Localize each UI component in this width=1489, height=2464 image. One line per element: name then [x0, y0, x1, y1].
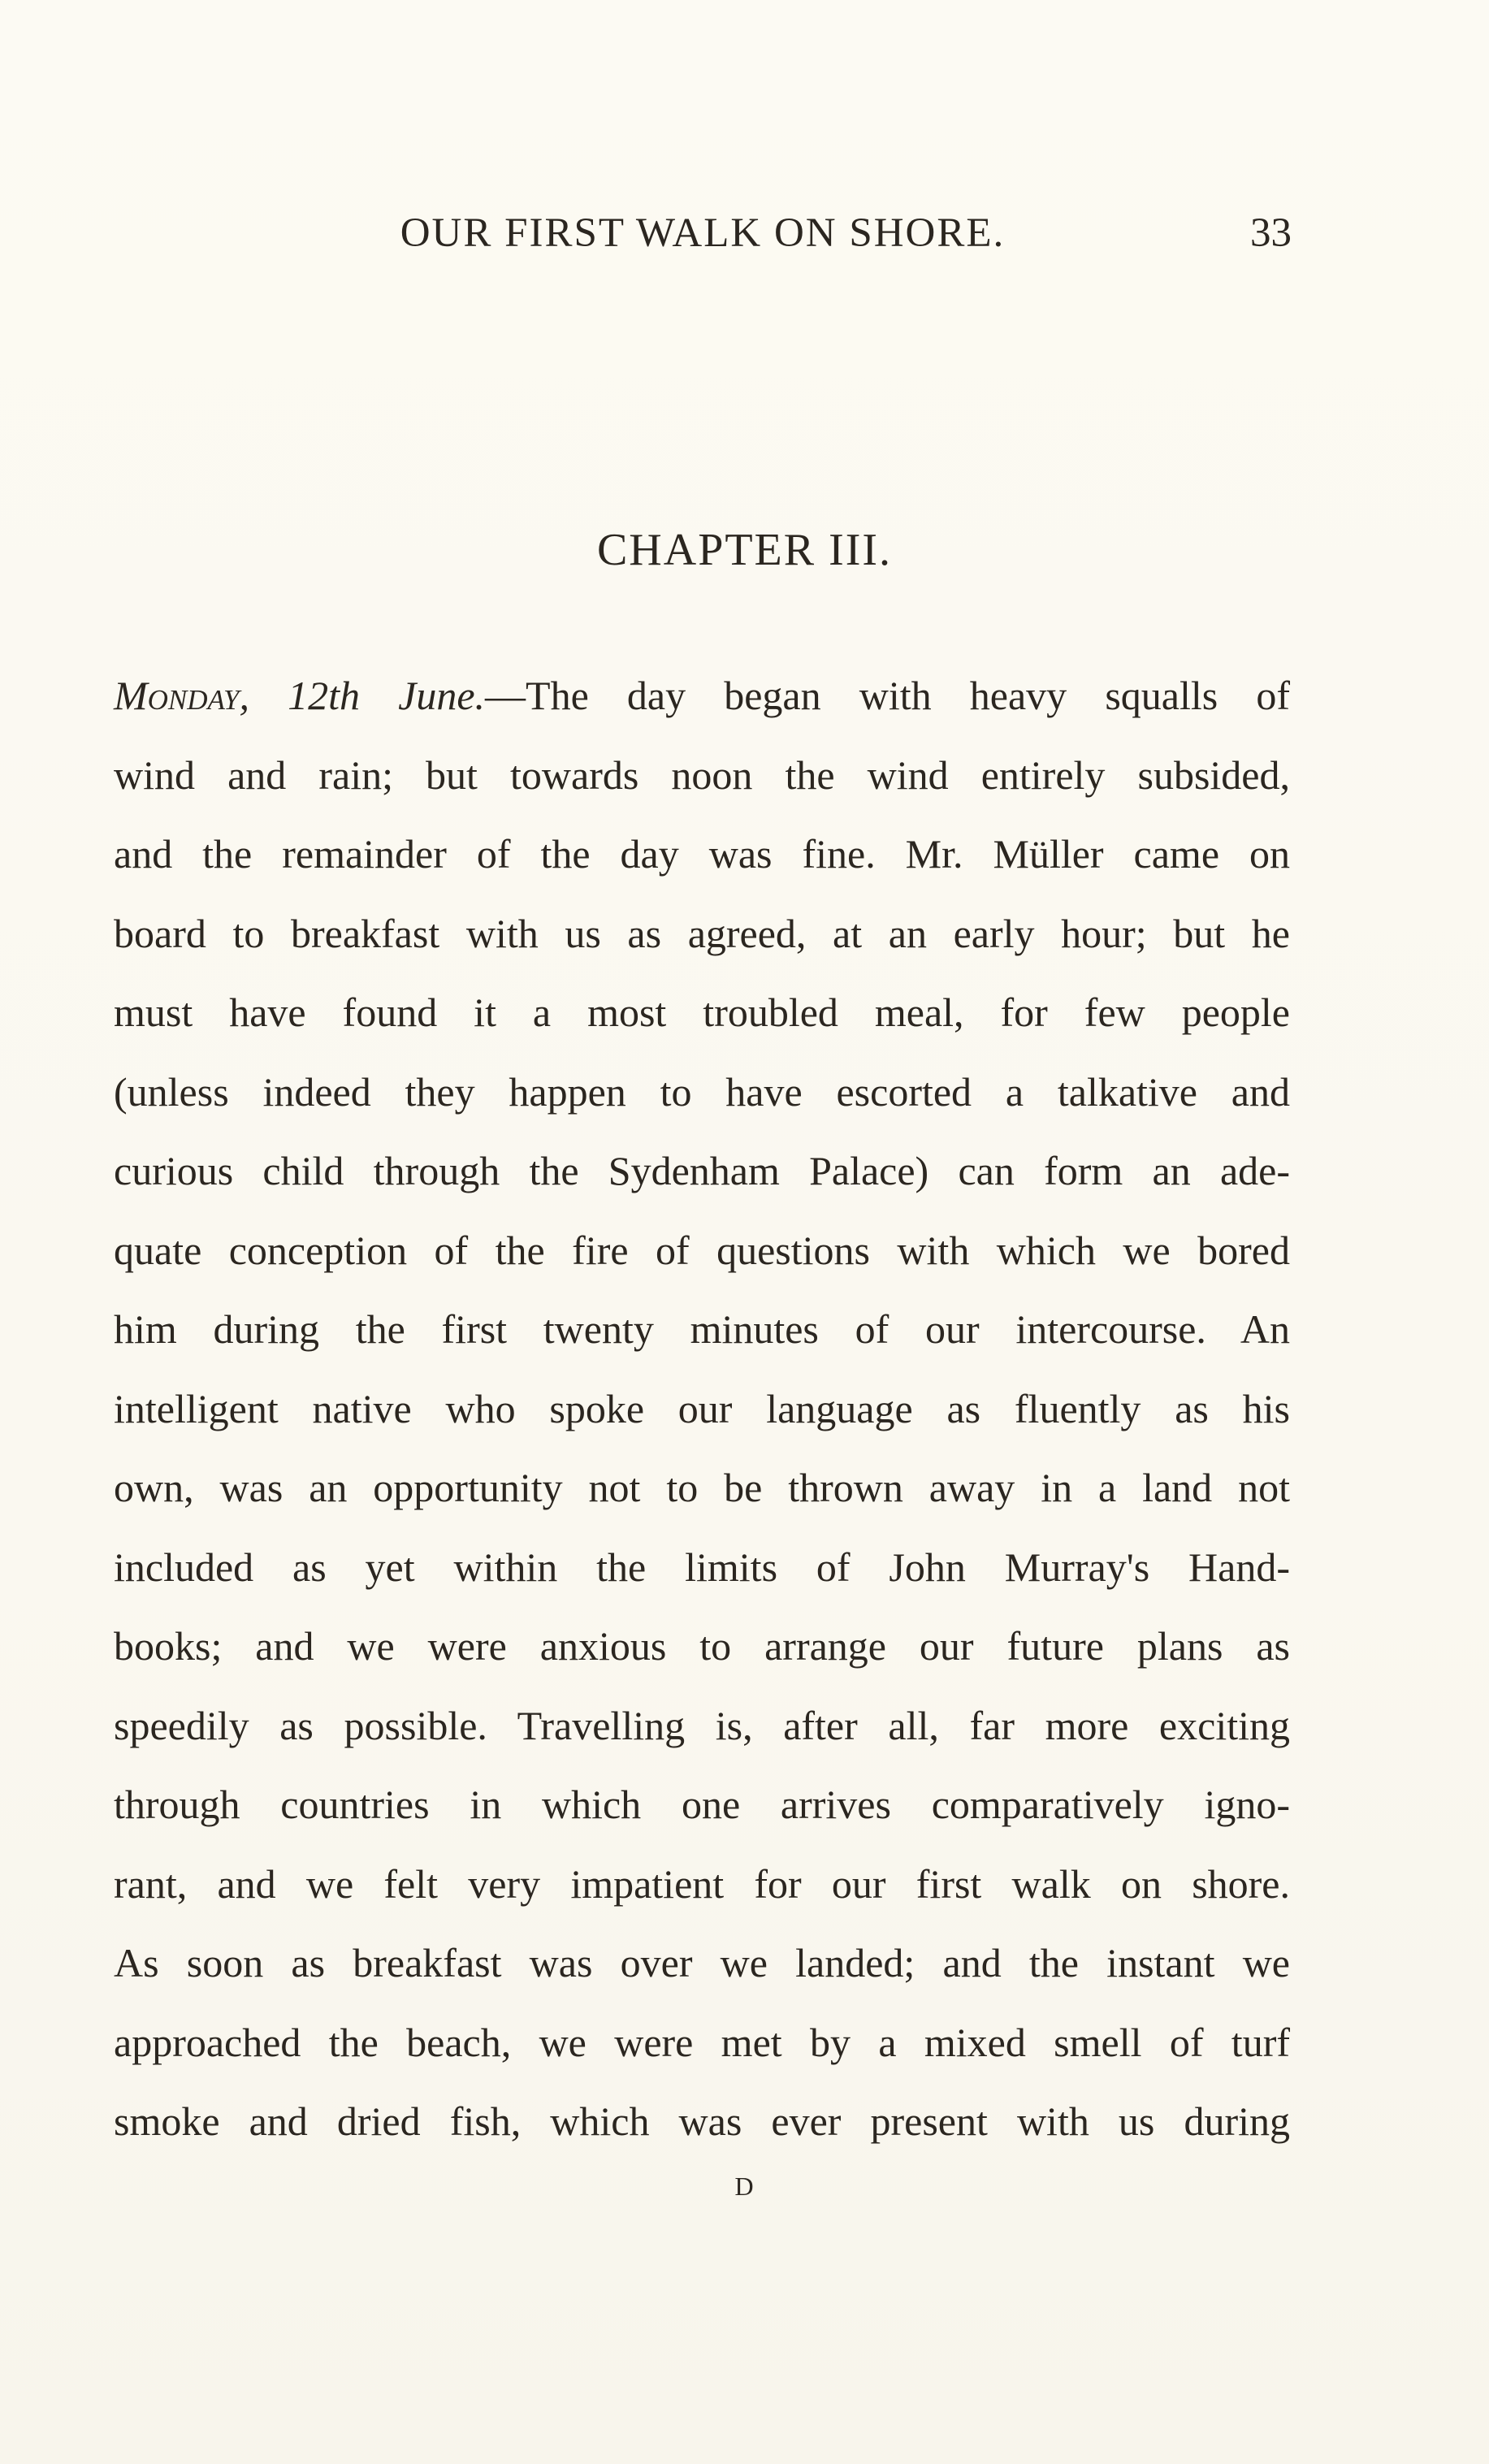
running-head	[114, 210, 1292, 266]
text-line-8: quate conception of the fire of questions with which we bored	[114, 1227, 1290, 1273]
first-line-rest: —The day began with heavy squalls of	[485, 673, 1290, 718]
text-line-18: approached the beach, we were met by a mixed smell of turf	[114, 2019, 1290, 2065]
text-line-13: books; and we were anxious to arrange our future plans as	[114, 1623, 1290, 1669]
text-line-17: As soon as breakfast was over we landed; and the instant we	[114, 1940, 1290, 1985]
signature-mark: D	[734, 2172, 755, 2201]
text-line-11: own, was an opportunity not to be thrown away in a land not	[114, 1465, 1290, 1510]
text-line-3: and the remainder of the day was fine. Mr. Müller came on	[114, 831, 1290, 877]
day-name: Monday,	[114, 673, 249, 718]
text-line-2: wind and rain; but towards noon the wind entirely subsided,	[114, 751, 1290, 798]
text-line-5: must have found it a most troubled meal, for few people	[114, 989, 1290, 1035]
text-line-9: him during the first twenty minutes of our intercourse. An	[114, 1306, 1290, 1352]
text-line-4: board to breakfast with us as agreed, at an early hour; but he	[114, 910, 1290, 956]
date-text: 12th June.	[288, 673, 486, 718]
text-line-1	[114, 656, 1290, 736]
text-line-14: speedily as possible. Travelling is, after all, far more exciting	[114, 1702, 1290, 1748]
page-number: 33	[1250, 210, 1292, 256]
text-line-15: through countries in which one arrives comparatively igno-	[114, 1782, 1290, 1827]
text-line-6: (unless indeed they happen to have escorted a talkative and	[114, 1068, 1290, 1115]
body-paragraph	[114, 656, 1290, 2162]
text-line-16: rant, and we felt very impatient for our first walk on shore.	[114, 1860, 1290, 1907]
chapter-heading: CHAPTER III.	[596, 525, 893, 575]
running-title: OUR FIRST WALK ON SHORE.	[400, 210, 1006, 256]
text-line-7: curious child through the Sydenham Palace) can form an ade-	[114, 1148, 1290, 1193]
text-line-12: included as yet within the limits of John Murray's Hand-	[114, 1544, 1290, 1590]
text-line-19: smoke and dried fish, which was ever present with us during	[114, 2098, 1290, 2144]
text-line-10: intelligent native who spoke our language as fluently as his	[114, 1385, 1290, 1431]
